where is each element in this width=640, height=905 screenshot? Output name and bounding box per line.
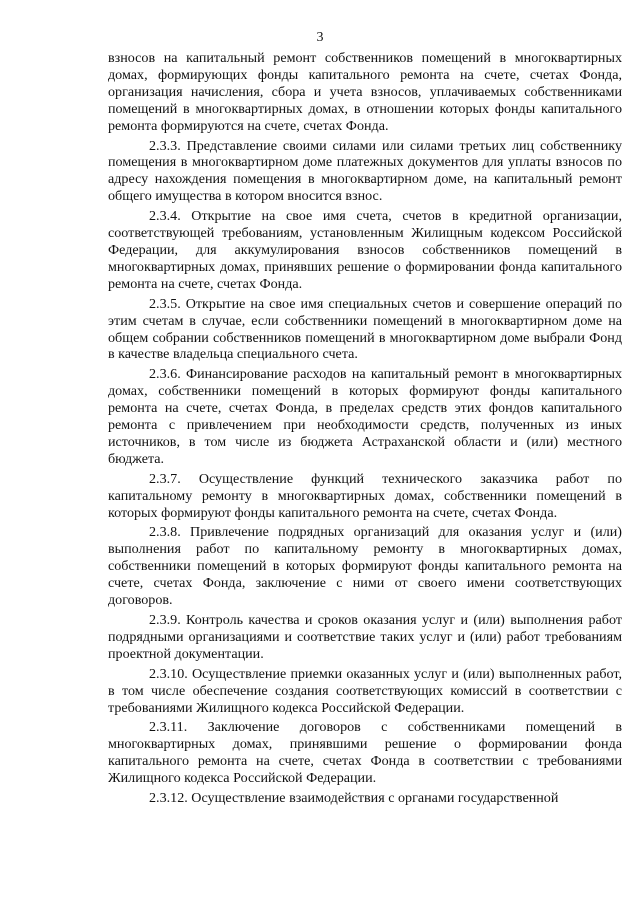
paragraph-continuation: взносов на капитальный ремонт собственников помещений в многоквартирных домах, формирующих фонды капитального ремонта на счете, счетах Фонда, организация начисления, сбора и учета взносов, уплачиваемых собственниками помещений в многоквартирных домах, в отношении которых фонды капитального ремонта формируются на счете, счетах Фонда. — [108, 50, 622, 134]
document-body — [108, 50, 622, 807]
paragraph-2-3-10: 2.3.10. Осуществление приемки оказанных услуг и (или) выполненных работ, в том числе обеспечение создания соответствующих комиссий в соответствии с требованиями Жилищного кодекса Российской Федерации. — [108, 665, 622, 716]
paragraph-2-3-7: 2.3.7. Осуществление функций технического заказчика работ по капитальному ремонту в многоквартирных домах, собственники помещений в которых формируют фонды капитального ремонта на счете, счетах Фонда. — [108, 470, 622, 521]
paragraph-2-3-6: 2.3.6. Финансирование расходов на капитальный ремонт в многоквартирных домах, собственники помещений в которых формируют фонды капитального ремонта на счете, счетах Фонда, в пределах средств этих фондов капитального ремонта с привлечением при необходимости средств, полученных из иных источников, в том числе из бюджета Астраханской области и (или) местного бюджета. — [108, 366, 622, 467]
paragraph-2-3-9: 2.3.9. Контроль качества и сроков оказания услуг и (или) выполнения работ подрядными организациями и соответствие таких услуг и (или) работ требованиям проектной документации. — [108, 612, 622, 662]
page-number: 3 — [316, 30, 324, 45]
paragraph-2-3-5: 2.3.5. Открытие на свое имя специальных счетов и совершение операций по этим счетам в случае, если собственники помещений в многоквартирном доме на общем собрании собственников помещений в многоквартирном доме выбрали Фонд в качестве владельца специального счета. — [108, 295, 622, 363]
paragraph-2-3-11: 2.3.11. Заключение договоров с собственниками помещений в многоквартирных домах, принявшими решение о формировании фонда капитального ремонта на счете, счетах Фонда в соответствии с требованиями Жилищного кодекса Российской Федерации. — [108, 719, 622, 787]
paragraph-2-3-4: 2.3.4. Открытие на свое имя счета, счетов в кредитной организации, соответствующей требованиям, установленным Жилищным кодексом Российской Федерации, для аккумулирования взносов собственников помещений в многоквартирных домах, принявших решение о формировании фонда капитального ремонта на счете, счетах Фонда. — [108, 208, 622, 292]
paragraph-2-3-8: 2.3.8. Привлечение подрядных организаций для оказания услуг и (или) выполнения работ по капитальному ремонту в многоквартирных домах, собственники помещений в которых формируют фонды капитального ремонта на счете, счетах Фонда, заключение с ними от своего имени соответствующих договоров. — [108, 524, 622, 609]
paragraph-2-3-3: 2.3.3. Представление своими силами или силами третьих лиц собственнику помещения в многоквартирном доме платежных документов для уплаты взносов по адресу нахождения помещения в многоквартирном доме, на капитальный ремонт общего имущества в котором вносится взнос. — [108, 137, 622, 205]
paragraph-2-3-12: 2.3.12. Осуществление взаимодействия с органами государственной — [149, 790, 559, 807]
